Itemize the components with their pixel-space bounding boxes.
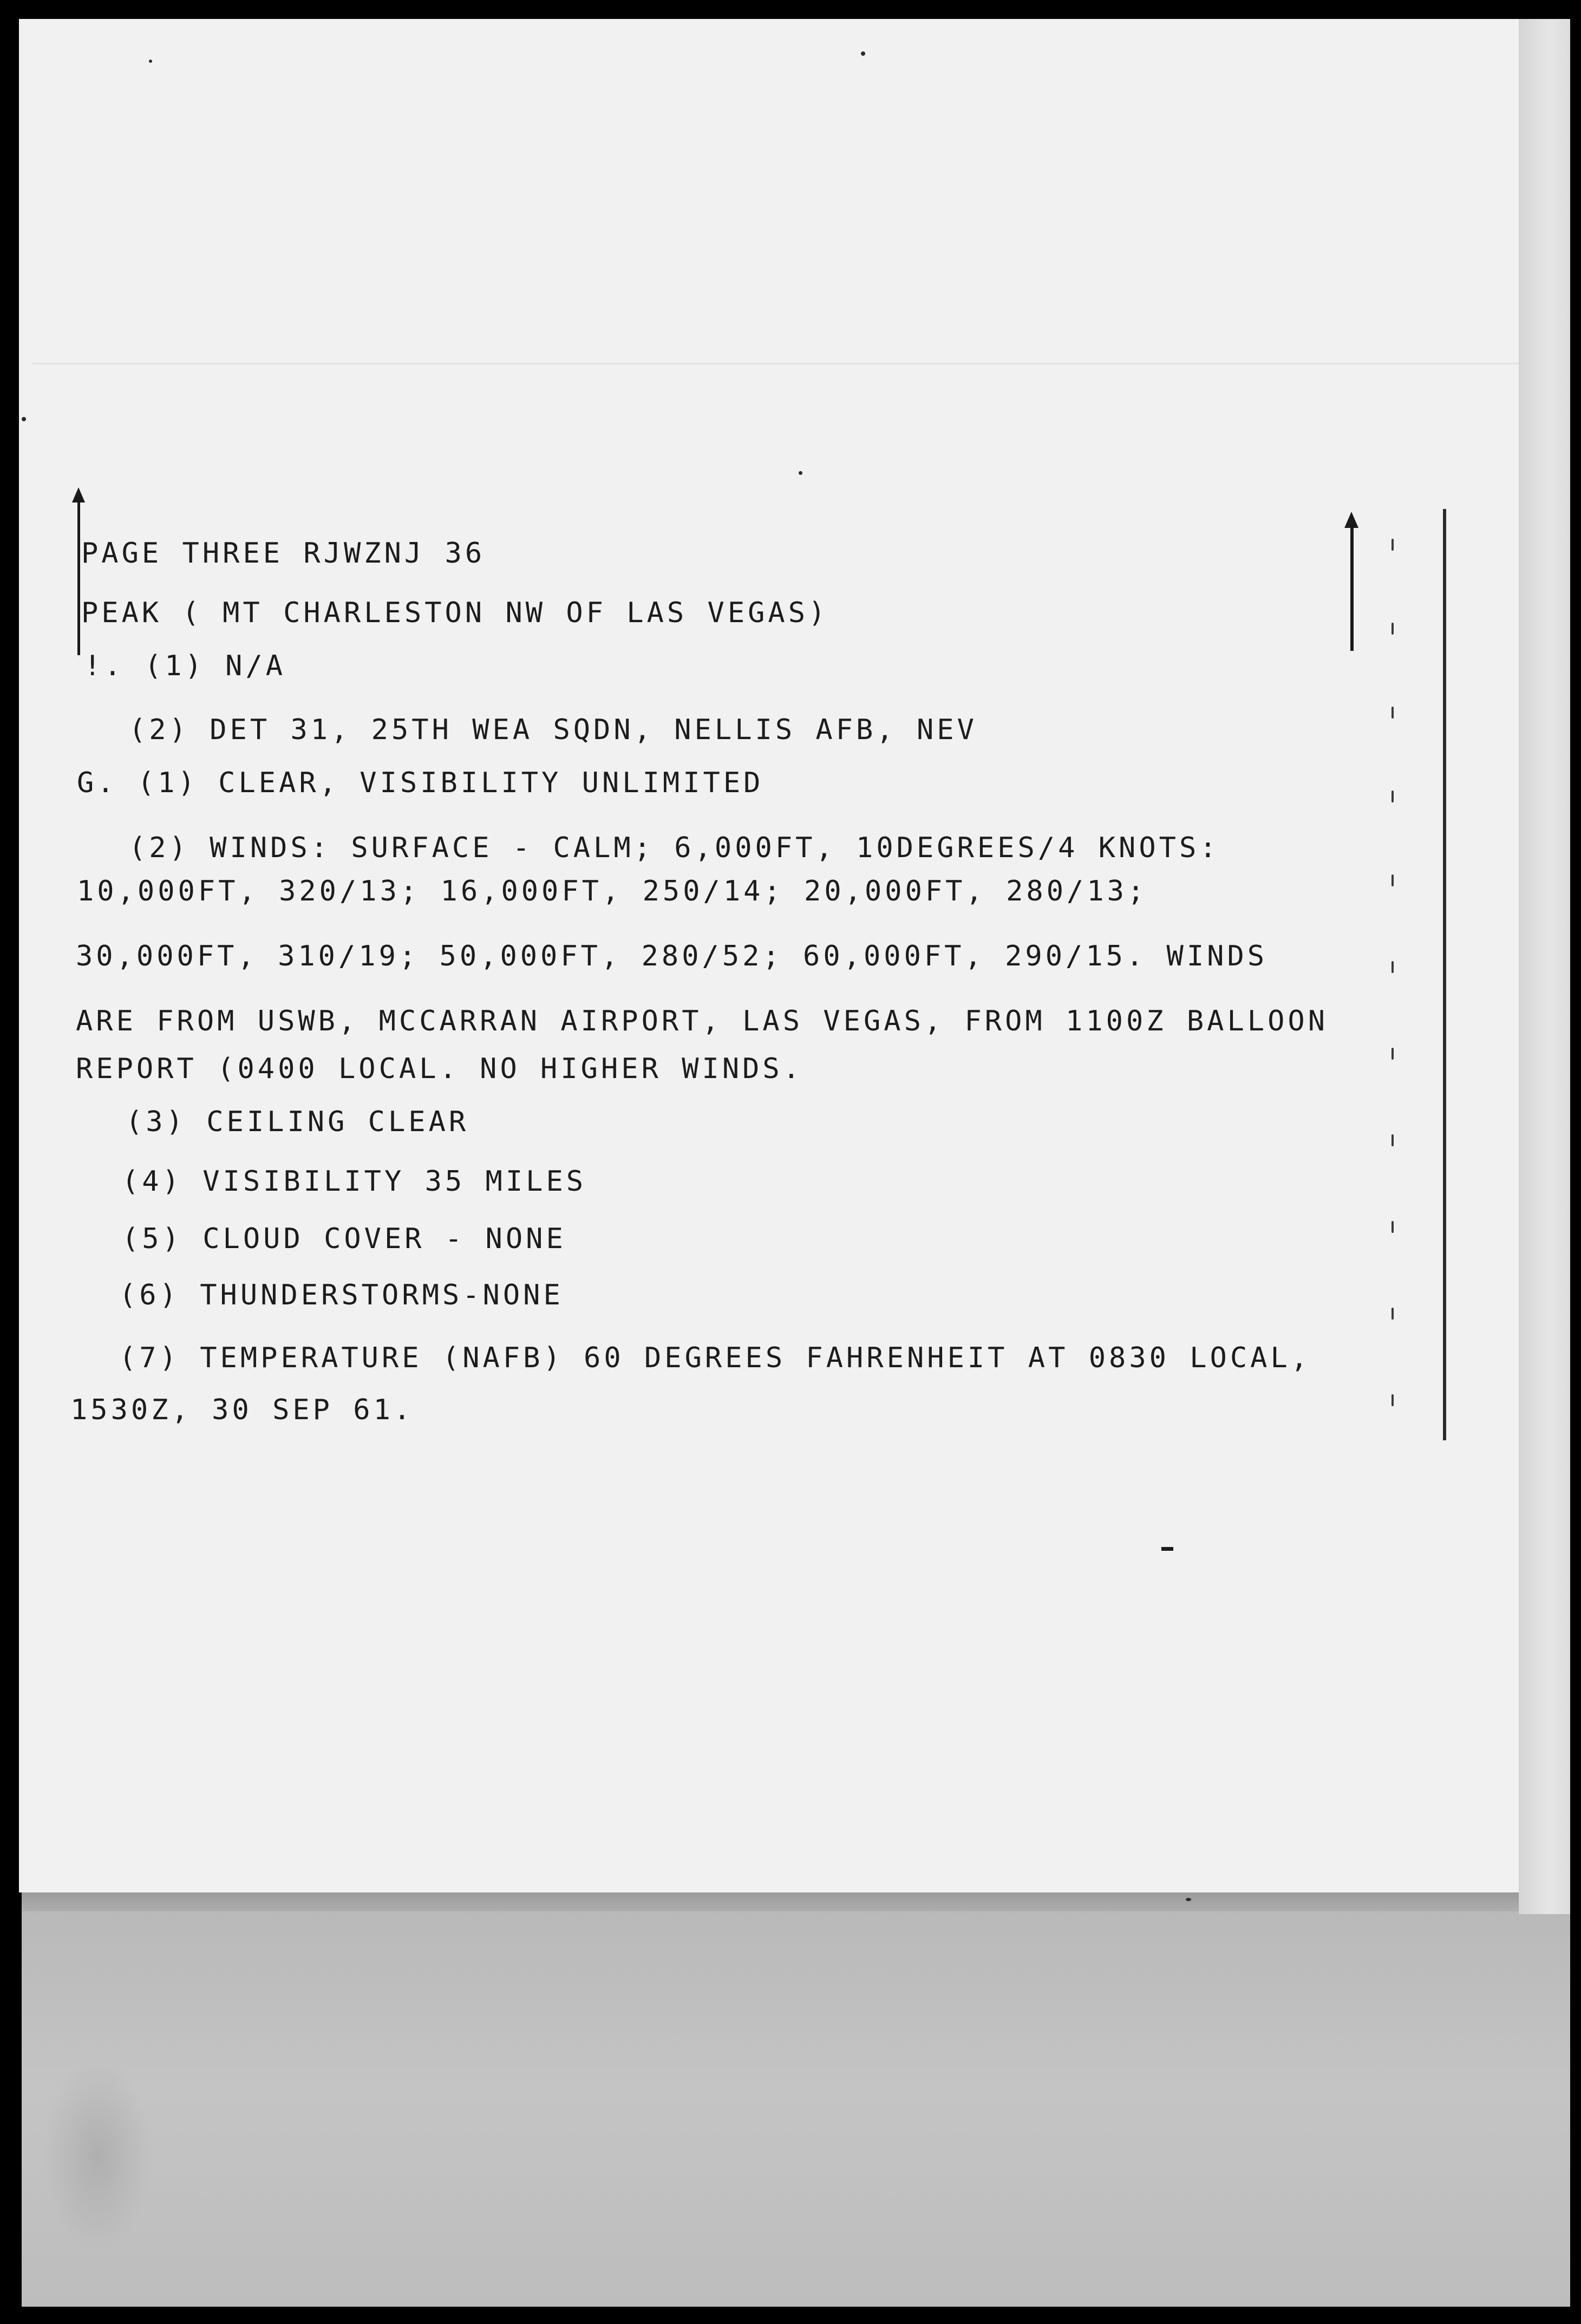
item-f1-line: !. (1) N/A (84, 650, 286, 682)
film-speck (861, 51, 865, 56)
item-g7-line: (7) TEMPERATURE (NAFB) 60 DEGREES FAHRENHEIT AT 0830 LOCAL, (119, 1342, 1311, 1374)
fold-line (32, 363, 1519, 364)
film-speck (22, 417, 26, 421)
margin-tick (1391, 1394, 1394, 1406)
margin-tick (1391, 623, 1394, 635)
arrow-up-left-icon (72, 487, 85, 502)
sheet-right-edge (1519, 19, 1570, 1914)
film-speck (1186, 1898, 1191, 1901)
margin-tick (1391, 791, 1394, 802)
margin-tick (1391, 1308, 1394, 1320)
location-line: PEAK ( MT CHARLESTON NW OF LAS VEGAS) (81, 597, 829, 629)
margin-tick (1391, 707, 1394, 719)
date-line: 1530Z, 30 SEP 61. (70, 1394, 414, 1426)
right-margin-bar (1443, 509, 1446, 1440)
winds-line-4: ARE FROM USWB, MCCARRAN AIRPORT, LAS VEGAS, FROM 1100Z BALLOON (76, 1005, 1329, 1037)
item-g5-line: (5) CLOUD COVER - NONE (122, 1223, 566, 1255)
page-header-line: PAGE THREE RJWZNJ 36 (81, 537, 486, 570)
backing-board (22, 1911, 1570, 2307)
margin-tick (1391, 539, 1394, 551)
margin-tick (1391, 961, 1394, 973)
item-g4-line: (4) VISIBILITY 35 MILES (122, 1165, 587, 1198)
margin-tick (1391, 1221, 1394, 1233)
item-g1-line: G. (1) CLEAR, VISIBILITY UNLIMITED (77, 767, 764, 799)
winds-line-5: REPORT (0400 LOCAL. NO HIGHER WINDS. (76, 1053, 803, 1085)
item-g6-line: (6) THUNDERSTORMS-NONE (119, 1279, 564, 1311)
dash-mark (1161, 1547, 1173, 1551)
film-speck (799, 471, 802, 475)
margin-tick (1391, 874, 1394, 886)
backing-scuff (43, 2058, 152, 2253)
arrow-up-left-shaft (77, 501, 80, 536)
arrow-up-right-shaft (1350, 525, 1354, 651)
item-g3-line: (3) CEILING CLEAR (126, 1106, 469, 1138)
left-margin-bar (77, 533, 80, 655)
margin-tick (1391, 1048, 1394, 1060)
winds-line-2: 10,000FT, 320/13; 16,000FT, 250/14; 20,000FT, 280/13; (77, 875, 1148, 908)
winds-line-3: 30,000FT, 310/19; 50,000FT, 280/52; 60,000FT, 290/15. WINDS (76, 940, 1268, 972)
margin-tick (1391, 1134, 1394, 1146)
item-g2-line: (2) WINDS: SURFACE - CALM; 6,000FT, 10DEGREES/4 KNOTS: (129, 832, 1220, 864)
film-speck (149, 60, 152, 63)
item-f2-line: (2) DET 31, 25TH WEA SQDN, NELLIS AFB, NEV (129, 714, 977, 746)
